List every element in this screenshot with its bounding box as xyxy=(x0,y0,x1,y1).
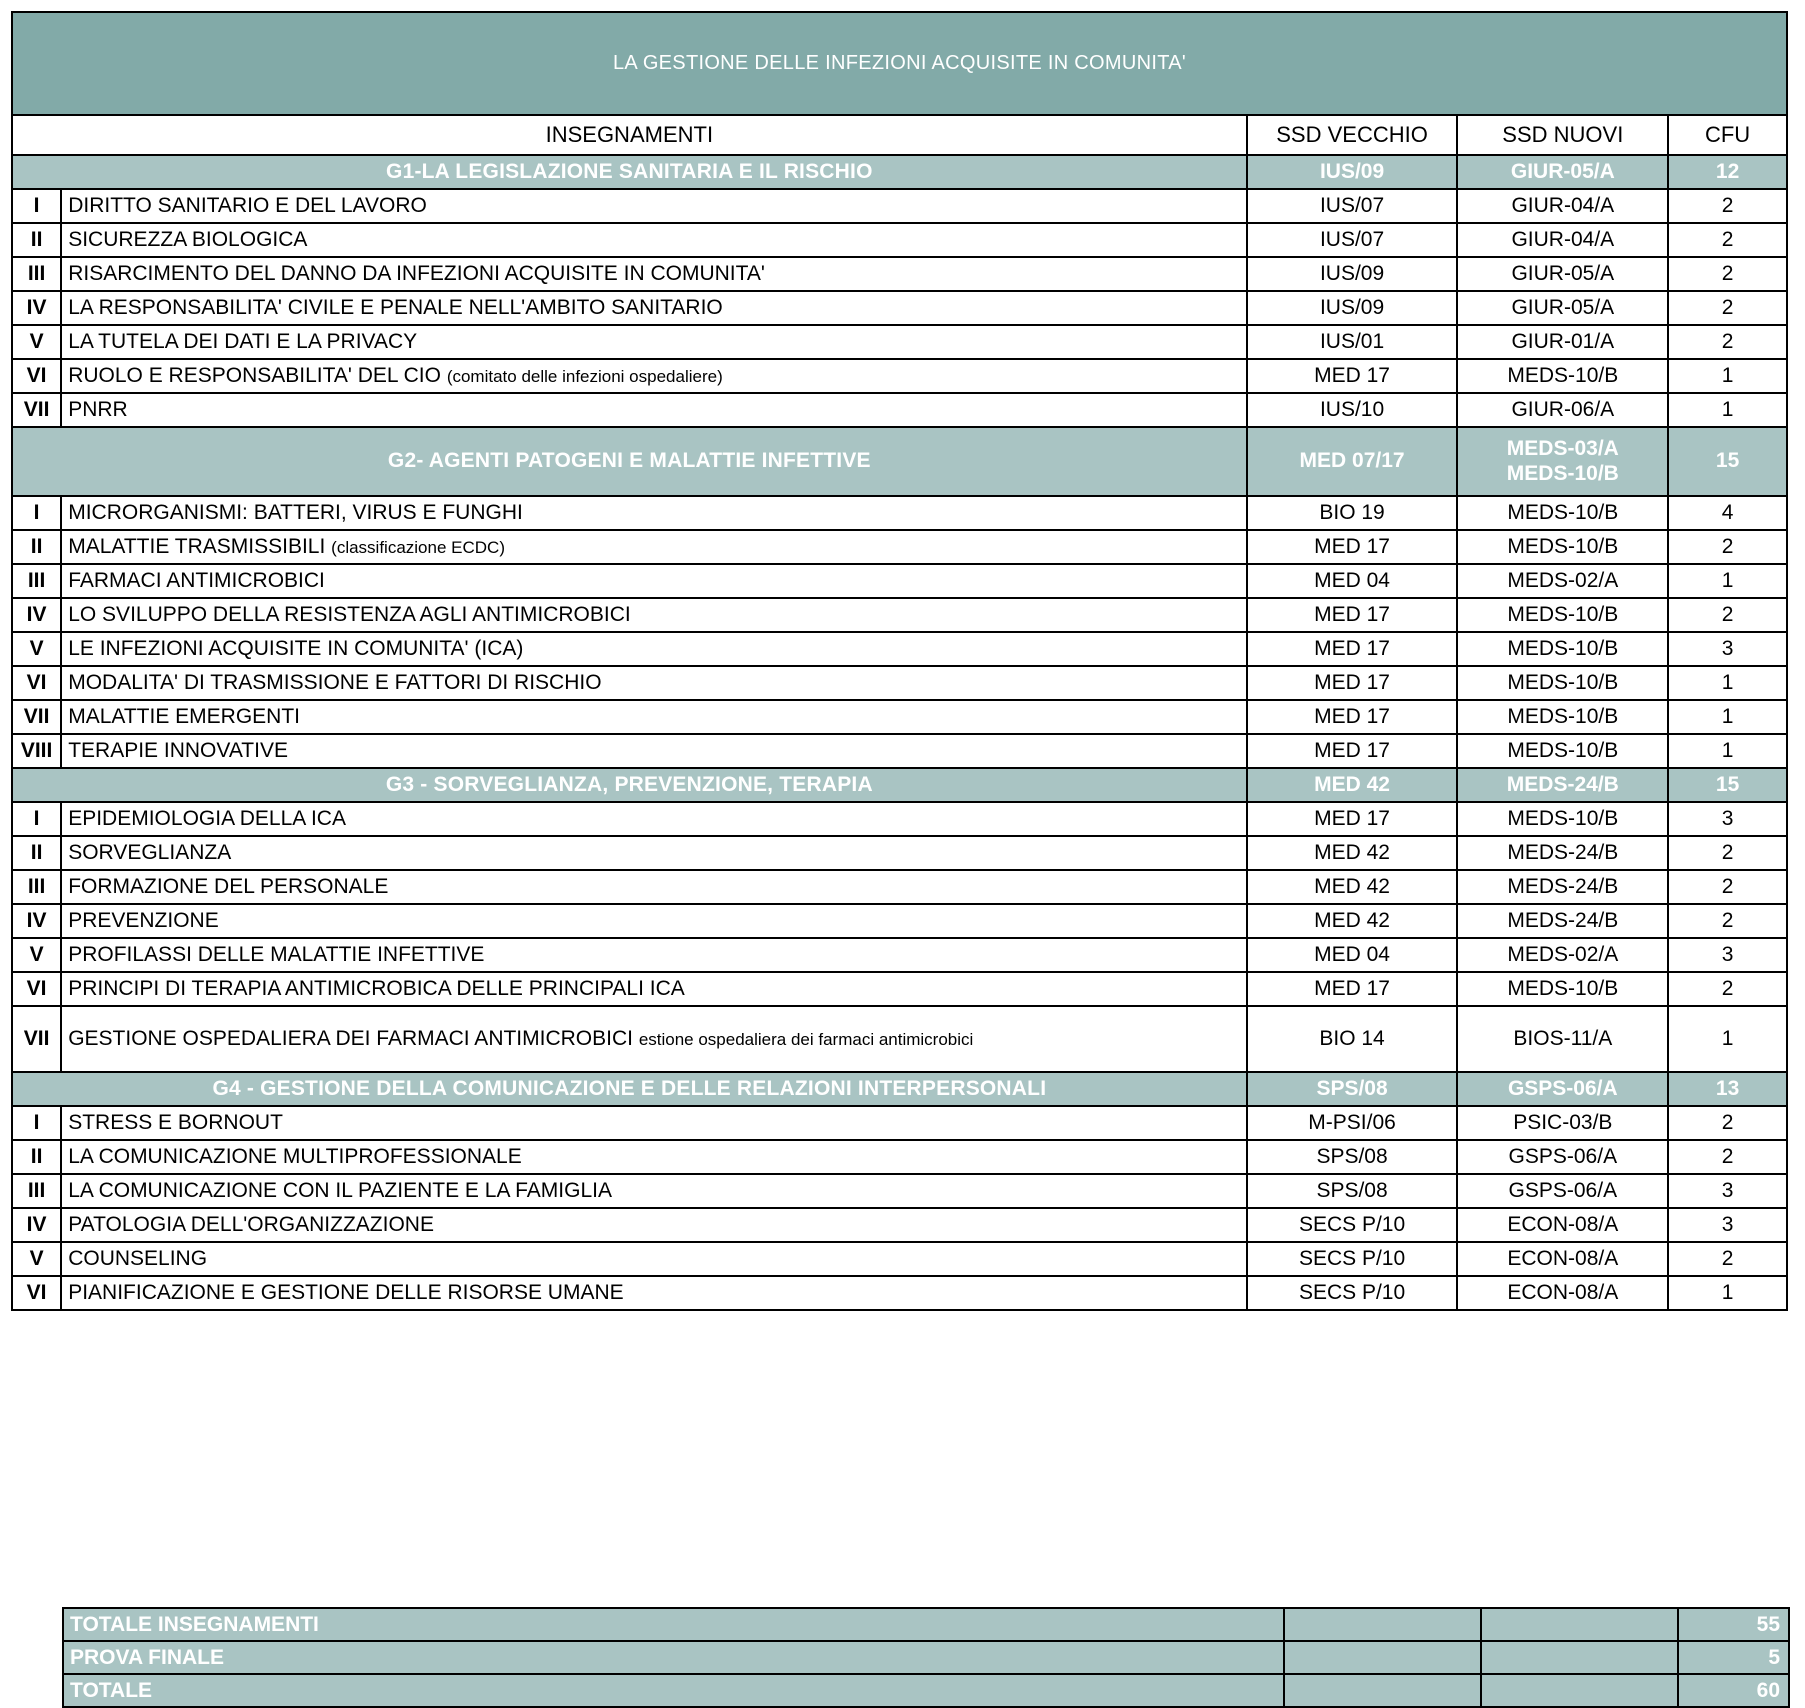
row-index: IV xyxy=(12,904,61,938)
course-name-note: estione ospedaliera dei farmaci antimicrobici xyxy=(638,1029,974,1049)
course-name xyxy=(61,904,1246,938)
course-name-main: TERAPIE INNOVATIVE xyxy=(68,738,288,762)
ssd-nuovi-value: MEDS-10/B xyxy=(1457,598,1668,632)
table-row xyxy=(12,359,1787,393)
table-row xyxy=(12,802,1787,836)
course-name xyxy=(61,1276,1246,1310)
ssd-nuovi-value: MEDS-24/B xyxy=(1457,870,1668,904)
row-index: IV xyxy=(12,598,61,632)
cfu-value: 3 xyxy=(1668,938,1787,972)
ssd-vecchio-value: MED 04 xyxy=(1247,938,1458,972)
ssd-nuovi-value: MEDS-10/B xyxy=(1457,530,1668,564)
table-row xyxy=(12,972,1787,1006)
cfu-value: 1 xyxy=(1668,700,1787,734)
totals-body xyxy=(63,1608,1789,1707)
course-name xyxy=(61,189,1246,223)
ssd-nuovi-value: MEDS-24/B xyxy=(1457,904,1668,938)
ssd-vecchio-value: IUS/09 xyxy=(1247,257,1458,291)
cfu-value: 2 xyxy=(1668,530,1787,564)
course-name xyxy=(61,700,1246,734)
row-index: V xyxy=(12,632,61,666)
course-name-main: LA RESPONSABILITA' CIVILE E PENALE NELL'AMBITO SANITARIO xyxy=(68,295,723,319)
table-row xyxy=(12,325,1787,359)
totals-label: TOTALE xyxy=(63,1674,1284,1707)
column-header-insegnamenti: INSEGNAMENTI xyxy=(12,115,1247,155)
ssd-nuovi-value: MEDS-10/B xyxy=(1457,734,1668,768)
cfu-value: 4 xyxy=(1668,496,1787,530)
ssd-vecchio-value: BIO 14 xyxy=(1247,1006,1458,1072)
row-index: I xyxy=(12,189,61,223)
table-row xyxy=(12,393,1787,427)
ssd-nuovi-value: MEDS-02/A xyxy=(1457,564,1668,598)
row-index: II xyxy=(12,530,61,564)
group-cfu: 15 xyxy=(1668,768,1787,802)
row-index: VI xyxy=(12,666,61,700)
cfu-value: 2 xyxy=(1668,836,1787,870)
ssd-vecchio-value: MED 17 xyxy=(1247,598,1458,632)
cfu-value: 2 xyxy=(1668,972,1787,1006)
course-name-main: STRESS E BORNOUT xyxy=(68,1110,283,1134)
course-name xyxy=(61,734,1246,768)
course-name-main: MALATTIE TRASMISSIBILI xyxy=(68,534,332,558)
course-name xyxy=(61,836,1246,870)
table-row xyxy=(12,1006,1787,1072)
row-index: VI xyxy=(12,1276,61,1310)
ssd-nuovi-value: MEDS-10/B xyxy=(1457,496,1668,530)
table-row xyxy=(12,564,1787,598)
cfu-value: 3 xyxy=(1668,1174,1787,1208)
cfu-value: 2 xyxy=(1668,1106,1787,1140)
course-name-main: GESTIONE OSPEDALIERA DEI FARMACI ANTIMICROBICI xyxy=(68,1026,639,1050)
ssd-nuovi-value: ECON-08/A xyxy=(1457,1242,1668,1276)
cfu-value: 2 xyxy=(1668,1140,1787,1174)
ssd-vecchio-value: M-PSI/06 xyxy=(1247,1106,1458,1140)
cfu-value: 1 xyxy=(1668,564,1787,598)
course-name-main: LA COMUNICAZIONE CON IL PAZIENTE E LA FAMIGLIA xyxy=(68,1178,612,1202)
group-header-row xyxy=(12,427,1787,496)
table-row xyxy=(12,1174,1787,1208)
course-plan-body xyxy=(12,12,1787,1310)
ssd-vecchio-value: MED 17 xyxy=(1247,359,1458,393)
course-name xyxy=(61,1106,1246,1140)
course-name xyxy=(61,870,1246,904)
totals-ssd-vecchio xyxy=(1284,1674,1481,1707)
course-name xyxy=(61,291,1246,325)
ssd-vecchio-value: SPS/08 xyxy=(1247,1140,1458,1174)
row-index: V xyxy=(12,1242,61,1276)
title-row xyxy=(12,12,1787,115)
cfu-value: 3 xyxy=(1668,1208,1787,1242)
ssd-vecchio-value: SECS P/10 xyxy=(1247,1276,1458,1310)
table-row xyxy=(12,496,1787,530)
table-row xyxy=(12,870,1787,904)
group-ssd-vecchio: MED 42 xyxy=(1247,768,1458,802)
cfu-value: 2 xyxy=(1668,291,1787,325)
row-index: III xyxy=(12,564,61,598)
row-index: I xyxy=(12,496,61,530)
table-row xyxy=(12,938,1787,972)
ssd-vecchio-value: IUS/07 xyxy=(1247,223,1458,257)
table-row xyxy=(12,836,1787,870)
group-ssd-vecchio: SPS/08 xyxy=(1247,1072,1458,1106)
cfu-value: 1 xyxy=(1668,393,1787,427)
table-row xyxy=(12,666,1787,700)
course-name xyxy=(61,223,1246,257)
course-name xyxy=(61,802,1246,836)
ssd-nuovi-value: BIOS-11/A xyxy=(1457,1006,1668,1072)
totals-value: 60 xyxy=(1678,1674,1789,1707)
table-row xyxy=(12,734,1787,768)
ssd-nuovi-value: MEDS-10/B xyxy=(1457,632,1668,666)
table-row xyxy=(12,904,1787,938)
column-header-cfu: CFU xyxy=(1668,115,1787,155)
column-header-ssd-nuovi: SSD NUOVI xyxy=(1457,115,1668,155)
totals-ssd-vecchio xyxy=(1284,1641,1481,1674)
ssd-vecchio-value: MED 17 xyxy=(1247,734,1458,768)
ssd-vecchio-value: SPS/08 xyxy=(1247,1174,1458,1208)
group-ssd-vecchio: MED 07/17 xyxy=(1247,427,1458,496)
cfu-value: 2 xyxy=(1668,904,1787,938)
group-ssd-nuovi-line-1: GIUR-05/A xyxy=(1510,159,1615,183)
course-name xyxy=(61,666,1246,700)
totals-row xyxy=(63,1674,1789,1707)
ssd-vecchio-value: IUS/09 xyxy=(1247,291,1458,325)
ssd-vecchio-value: MED 17 xyxy=(1247,700,1458,734)
cfu-value: 2 xyxy=(1668,598,1787,632)
ssd-vecchio-value: MED 04 xyxy=(1247,564,1458,598)
course-name xyxy=(61,393,1246,427)
course-name-note: (classificazione ECDC) xyxy=(331,537,505,557)
cfu-value: 2 xyxy=(1668,223,1787,257)
ssd-nuovi-value: GIUR-04/A xyxy=(1457,223,1668,257)
ssd-nuovi-value: MEDS-10/B xyxy=(1457,802,1668,836)
totals-ssd-nuovi xyxy=(1481,1641,1678,1674)
row-index: III xyxy=(12,257,61,291)
table-row xyxy=(12,632,1787,666)
column-header-ssd-vecchio: SSD VECCHIO xyxy=(1247,115,1458,155)
group-header-row xyxy=(12,768,1787,802)
ssd-vecchio-value: BIO 19 xyxy=(1247,496,1458,530)
cfu-value: 2 xyxy=(1668,870,1787,904)
table-row xyxy=(12,1140,1787,1174)
group-cfu: 12 xyxy=(1668,155,1787,189)
row-index: IV xyxy=(12,1208,61,1242)
course-name-main: RISARCIMENTO DEL DANNO DA INFEZIONI ACQUISITE IN COMUNITA' xyxy=(68,261,765,285)
row-index: V xyxy=(12,325,61,359)
course-name xyxy=(61,1208,1246,1242)
ssd-vecchio-value: MED 17 xyxy=(1247,972,1458,1006)
ssd-nuovi-value: GIUR-01/A xyxy=(1457,325,1668,359)
ssd-vecchio-value: MED 17 xyxy=(1247,530,1458,564)
column-header-row xyxy=(12,115,1787,155)
group-ssd-nuovi xyxy=(1457,427,1668,496)
group-title: G3 - SORVEGLIANZA, PREVENZIONE, TERAPIA xyxy=(12,768,1247,802)
course-name-main: MALATTIE EMERGENTI xyxy=(68,704,301,728)
ssd-vecchio-value: SECS P/10 xyxy=(1247,1208,1458,1242)
table-row xyxy=(12,530,1787,564)
table-row xyxy=(12,189,1787,223)
row-index: II xyxy=(12,1140,61,1174)
group-title: G4 - GESTIONE DELLA COMUNICAZIONE E DELLE RELAZIONI INTERPERSONALI xyxy=(12,1072,1247,1106)
ssd-nuovi-value: ECON-08/A xyxy=(1457,1208,1668,1242)
totals-label: TOTALE INSEGNAMENTI xyxy=(63,1608,1284,1641)
cfu-value: 1 xyxy=(1668,1276,1787,1310)
course-name-main: PRINCIPI DI TERAPIA ANTIMICROBICA DELLE PRINCIPALI ICA xyxy=(68,976,685,1000)
ssd-vecchio-value: MED 17 xyxy=(1247,666,1458,700)
course-name-main: SICUREZZA BIOLOGICA xyxy=(68,227,308,251)
ssd-vecchio-value: MED 42 xyxy=(1247,870,1458,904)
cfu-value: 3 xyxy=(1668,802,1787,836)
ssd-nuovi-value: ECON-08/A xyxy=(1457,1276,1668,1310)
course-name-main: RUOLO E RESPONSABILITA' DEL CIO xyxy=(68,363,447,387)
course-name xyxy=(61,1174,1246,1208)
row-index: IV xyxy=(12,291,61,325)
group-ssd-nuovi-line-1: MEDS-03/A xyxy=(1506,437,1619,461)
course-name xyxy=(61,938,1246,972)
ssd-vecchio-value: MED 42 xyxy=(1247,836,1458,870)
course-name xyxy=(61,325,1246,359)
ssd-vecchio-value: MED 17 xyxy=(1247,632,1458,666)
table-row xyxy=(12,291,1787,325)
course-name-main: COUNSELING xyxy=(68,1246,208,1270)
table-row xyxy=(12,257,1787,291)
course-name-main: SORVEGLIANZA xyxy=(68,840,232,864)
totals-label: PROVA FINALE xyxy=(63,1641,1284,1674)
row-index: VII xyxy=(12,700,61,734)
course-name-main: FORMAZIONE DEL PERSONALE xyxy=(68,874,389,898)
ssd-nuovi-value: PSIC-03/B xyxy=(1457,1106,1668,1140)
ssd-nuovi-value: MEDS-10/B xyxy=(1457,700,1668,734)
ssd-nuovi-value: GIUR-05/A xyxy=(1457,291,1668,325)
ssd-vecchio-value: SECS P/10 xyxy=(1247,1242,1458,1276)
course-name-main: LE INFEZIONI ACQUISITE IN COMUNITA' (ICA) xyxy=(68,636,524,660)
row-index: III xyxy=(12,1174,61,1208)
totals-row xyxy=(63,1641,1789,1674)
ssd-vecchio-value: MED 17 xyxy=(1247,802,1458,836)
totals-ssd-nuovi xyxy=(1481,1674,1678,1707)
ssd-nuovi-value: GIUR-04/A xyxy=(1457,189,1668,223)
course-name xyxy=(61,632,1246,666)
course-name xyxy=(61,496,1246,530)
ssd-nuovi-value: GSPS-06/A xyxy=(1457,1174,1668,1208)
row-index: V xyxy=(12,938,61,972)
cfu-value: 1 xyxy=(1668,1006,1787,1072)
course-name-main: PATOLOGIA DELL'ORGANIZZAZIONE xyxy=(68,1212,434,1236)
cfu-value: 1 xyxy=(1668,359,1787,393)
course-name-main: PROFILASSI DELLE MALATTIE INFETTIVE xyxy=(68,942,485,966)
row-index: II xyxy=(12,836,61,870)
table-row xyxy=(12,1106,1787,1140)
group-ssd-nuovi-line-2: MEDS-10/B xyxy=(1506,461,1619,485)
cfu-value: 2 xyxy=(1668,257,1787,291)
group-title: G2- AGENTI PATOGENI E MALATTIE INFETTIVE xyxy=(12,427,1247,496)
totals-row xyxy=(63,1608,1789,1641)
course-name-main: PNRR xyxy=(68,397,128,421)
group-ssd-nuovi xyxy=(1457,768,1668,802)
group-ssd-nuovi-line-1: MEDS-24/B xyxy=(1506,772,1619,796)
ssd-nuovi-value: MEDS-02/A xyxy=(1457,938,1668,972)
row-index: I xyxy=(12,1106,61,1140)
row-index: I xyxy=(12,802,61,836)
group-ssd-nuovi xyxy=(1457,1072,1668,1106)
row-index: VII xyxy=(12,1006,61,1072)
table-row xyxy=(12,700,1787,734)
page-title: LA GESTIONE DELLE INFEZIONI ACQUISITE IN COMUNITA' xyxy=(12,12,1787,115)
row-index: VI xyxy=(12,359,61,393)
course-name xyxy=(61,530,1246,564)
table-row xyxy=(12,598,1787,632)
group-title: G1-LA LEGISLAZIONE SANITARIA E IL RISCHIO xyxy=(12,155,1247,189)
row-index: VIII xyxy=(12,734,61,768)
course-plan-table xyxy=(11,11,1788,1311)
ssd-vecchio-value: IUS/10 xyxy=(1247,393,1458,427)
course-name-main: PREVENZIONE xyxy=(68,908,219,932)
totals-value: 55 xyxy=(1678,1608,1789,1641)
course-name-note: (comitato delle infezioni ospedaliere) xyxy=(446,366,723,386)
course-name-main: FARMACI ANTIMICROBICI xyxy=(68,568,325,592)
course-name xyxy=(61,359,1246,393)
cfu-value: 1 xyxy=(1668,734,1787,768)
totals-ssd-nuovi xyxy=(1481,1608,1678,1641)
totals-table xyxy=(62,1607,1790,1708)
group-ssd-vecchio: IUS/09 xyxy=(1247,155,1458,189)
ssd-nuovi-value: MEDS-10/B xyxy=(1457,666,1668,700)
group-cfu: 13 xyxy=(1668,1072,1787,1106)
course-name-main: PIANIFICAZIONE E GESTIONE DELLE RISORSE UMANE xyxy=(68,1280,624,1304)
course-name-main: EPIDEMIOLOGIA DELLA ICA xyxy=(68,806,346,830)
ssd-vecchio-value: IUS/01 xyxy=(1247,325,1458,359)
table-row xyxy=(12,1276,1787,1310)
course-name-main: MODALITA' DI TRASMISSIONE E FATTORI DI RISCHIO xyxy=(68,670,602,694)
row-index: VII xyxy=(12,393,61,427)
cfu-value: 2 xyxy=(1668,1242,1787,1276)
group-cfu: 15 xyxy=(1668,427,1787,496)
course-name xyxy=(61,1242,1246,1276)
course-name-main: LA TUTELA DEI DATI E LA PRIVACY xyxy=(68,329,418,353)
ssd-nuovi-value: GIUR-05/A xyxy=(1457,257,1668,291)
group-ssd-nuovi-line-1: GSPS-06/A xyxy=(1507,1076,1618,1100)
ssd-vecchio-value: IUS/07 xyxy=(1247,189,1458,223)
course-name xyxy=(61,257,1246,291)
table-row xyxy=(12,223,1787,257)
course-name-main: MICRORGANISMI: BATTERI, VIRUS E FUNGHI xyxy=(68,500,523,524)
ssd-nuovi-value: GIUR-06/A xyxy=(1457,393,1668,427)
course-name-main: LA COMUNICAZIONE MULTIPROFESSIONALE xyxy=(68,1144,522,1168)
cfu-value: 3 xyxy=(1668,632,1787,666)
group-header-row xyxy=(12,1072,1787,1106)
ssd-vecchio-value: MED 42 xyxy=(1247,904,1458,938)
totals-value: 5 xyxy=(1678,1641,1789,1674)
row-index: III xyxy=(12,870,61,904)
course-name xyxy=(61,972,1246,1006)
course-name-main: LO SVILUPPO DELLA RESISTENZA AGLI ANTIMICROBICI xyxy=(68,602,631,626)
course-name xyxy=(61,598,1246,632)
ssd-nuovi-value: MEDS-24/B xyxy=(1457,836,1668,870)
group-header-row xyxy=(12,155,1787,189)
course-name xyxy=(61,1006,1246,1072)
cfu-value: 2 xyxy=(1668,189,1787,223)
ssd-nuovi-value: GSPS-06/A xyxy=(1457,1140,1668,1174)
cfu-value: 1 xyxy=(1668,666,1787,700)
course-name xyxy=(61,1140,1246,1174)
table-row xyxy=(12,1242,1787,1276)
cfu-value: 2 xyxy=(1668,325,1787,359)
table-row xyxy=(12,1208,1787,1242)
row-index: II xyxy=(12,223,61,257)
ssd-nuovi-value: MEDS-10/B xyxy=(1457,359,1668,393)
course-name xyxy=(61,564,1246,598)
group-ssd-nuovi xyxy=(1457,155,1668,189)
course-name-main: DIRITTO SANITARIO E DEL LAVORO xyxy=(68,193,427,217)
totals-ssd-vecchio xyxy=(1284,1608,1481,1641)
row-index: VI xyxy=(12,972,61,1006)
ssd-nuovi-value: MEDS-10/B xyxy=(1457,972,1668,1006)
